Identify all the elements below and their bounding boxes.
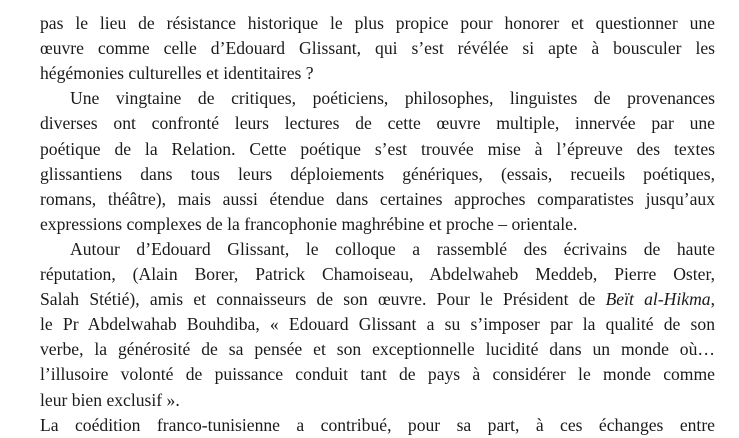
text-line-9: expressions complexes de la francophonie maghrébine et proche – orientale. (40, 213, 578, 234)
text-line-17: La coédition franco-tunisienne a contribué, pour sa part, à ces échanges entre (40, 414, 715, 435)
beit-al-hikma-italic: Beït al-Hikma (605, 289, 711, 310)
text-line-8: romans, théâtre), mais aussi étendue dans certaines approches comparatistes jusqu’aux (40, 188, 715, 209)
text-line-12-before: Salah Stétié), amis et connaisseurs de son œuvre. Pour le Président de (40, 289, 606, 310)
text-line-12-after: , (710, 289, 715, 310)
text-line-2: œuvre comme celle d’Edouard Glissant, qui s’est révélée si apte à bousculer les (40, 38, 715, 59)
text-line-6: poétique de la Relation. Cette poétique s’est trouvée mise à l’épreuve des textes (40, 138, 715, 159)
text-line-1: pas le lieu de résistance historique le plus propice pour honorer et questionner une (40, 13, 715, 34)
text-line-3: hégémonies culturelles et identitaires ? (40, 63, 314, 84)
text-line-5: diverses ont confronté leurs lectures de cette œuvre multiple, innervée par une (40, 113, 715, 134)
text-line-10: Autour d’Edouard Glissant, le colloque a rassemblé des écrivains de haute (70, 238, 715, 259)
text-line-14: verbe, la générosité de sa pensée et son exceptionnelle lucidité dans un monde où… (40, 339, 715, 360)
document-page (40, 0, 715, 438)
text-line-13: le Pr Abdelwahab Bouhdiba, « Edouard Glissant a su s’imposer par la qualité de son (40, 314, 715, 335)
clipped-top-line (40, 0, 715, 11)
text-line-11: réputation, (Alain Borer, Patrick Chamoiseau, Abdelwaheb Meddeb, Pierre Oster, (40, 264, 715, 285)
text-line-4: Une vingtaine de critiques, poéticiens, philosophes, linguistes de provenances (70, 88, 715, 109)
text-line-12 (40, 287, 715, 312)
text-line-15: l’illusoire volonté de puissance conduit tant de pays à considérer le monde comme (40, 364, 715, 385)
text-line-16: leur bien exclusif ». (40, 389, 180, 410)
text-line-7: glissantiens dans tous leurs déploiements génériques, (essais, recueils poétiques, (40, 163, 715, 184)
